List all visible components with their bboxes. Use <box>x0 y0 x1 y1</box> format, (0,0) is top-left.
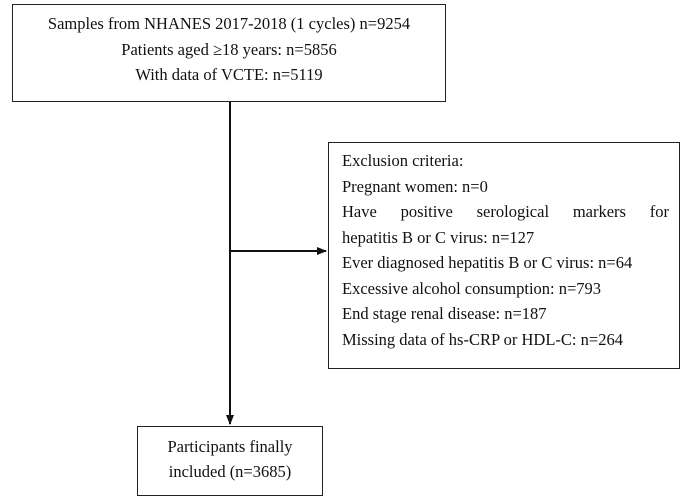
exclusion-item: End stage renal disease: n=187 <box>342 304 547 323</box>
final-participants-box <box>137 426 323 496</box>
exclusion-item: Excessive alcohol consumption: n=793 <box>342 278 602 298</box>
final-line-2: included (n=3685) <box>168 462 292 481</box>
adults-line: Patients aged ≥18 years: n=5856 <box>121 39 337 59</box>
exclusion-item: hepatitis B or C virus: n=127 <box>342 227 535 247</box>
exclusion-criteria-box <box>328 142 680 369</box>
exclusion-item: Pregnant women: n=0 <box>342 176 488 196</box>
exclusion-item: Missing data of hs-CRP or HDL-C: n=264 <box>342 329 623 349</box>
source-samples-box <box>12 4 446 102</box>
exclusion-heading: Exclusion criteria: <box>342 151 464 170</box>
vcte-line: With data of VCTE: n=5119 <box>135 65 323 84</box>
exclusion-item: Ever diagnosed hepatitis B or C virus: n=64 <box>342 253 633 272</box>
samples-line: Samples from NHANES 2017-2018 (1 cycles) n=9254 <box>47 14 411 33</box>
final-line-1: Participants finally <box>167 437 293 456</box>
exclusion-item: Have positive serological markers for <box>342 202 669 221</box>
